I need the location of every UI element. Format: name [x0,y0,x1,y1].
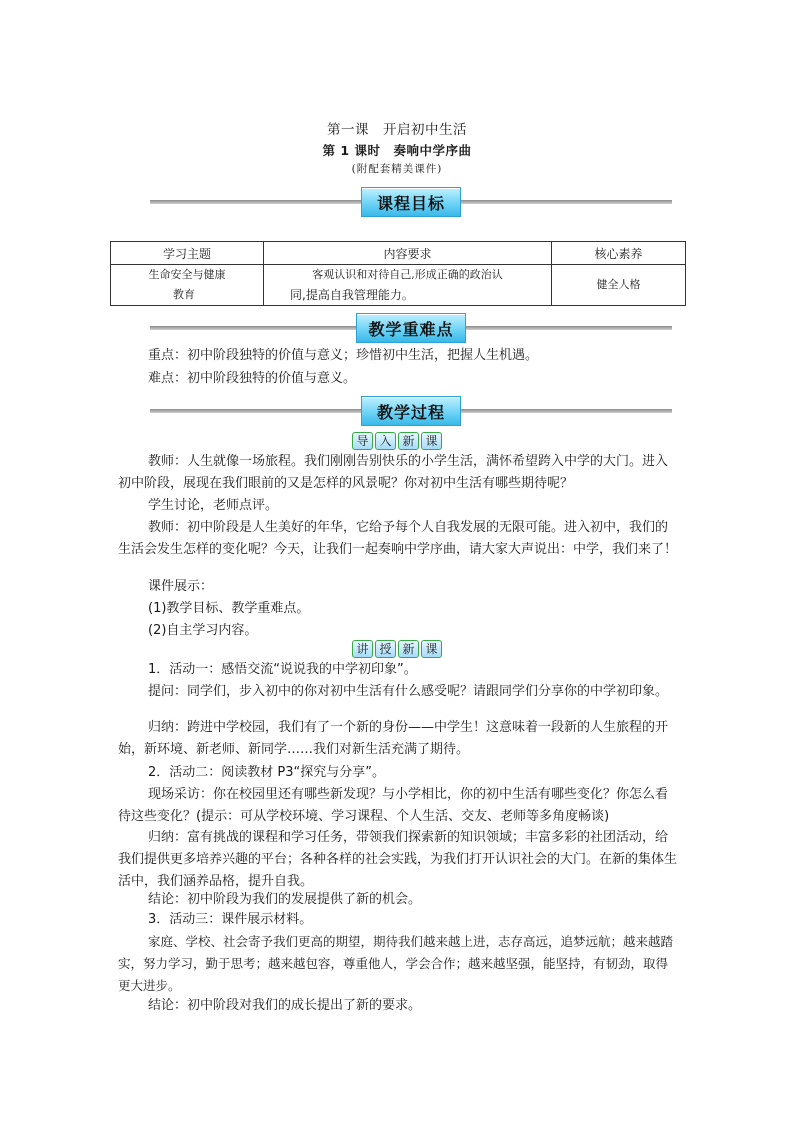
paragraph: 现场采访：你在校园里还有哪些新发现？与小学相比，你的初中生活有哪些变化？你怎么看待这些变化？(提示：可从学校环境、学习课程、个人生活、交友、老师等多角度畅谈) [118,787,669,824]
table-row [111,265,686,306]
table-header: 核心素养 [552,242,686,265]
tag-char: 授 [375,640,396,658]
paragraph: 课件展示： [148,579,214,594]
tag-char: 导 [352,432,373,450]
tag-intro [351,432,443,450]
content-line: 同,提高自我管理能力。 [290,288,414,302]
section-banner-keypoints [150,313,672,343]
activity-heading: 2．活动二：阅读教材 P3“探究与分享”。 [148,765,385,780]
paragraph: 归纳：跨进中学校园，我们有了一个新的身份——中学生！这意味着一段新的人生旅程的开始，新环境、新老师、新同学……我们对新生活充满了期待。 [118,720,669,757]
section-title-process: 教学过程 [361,396,461,426]
content-line: 客观认识和对待自己,形成正确的政治认 [312,268,503,281]
goal-table [110,241,686,306]
paragraph: 提问：同学们，步入初中的你对初中生活有什么感受呢？请跟同学们分享你的中学初印象。 [148,684,669,699]
section-title-goals: 课程目标 [361,187,461,217]
list-item: (1)教学目标、教学重难点。 [148,601,310,616]
tag-char: 课 [421,640,442,658]
section-banner-process [150,396,672,426]
conclusion: 结论：初中阶段对我们的成长提出了新的要求。 [148,998,422,1013]
section-banner-goals [150,187,672,217]
paragraph: 教师：人生就像一场旅程。我们刚刚告别快乐的小学生活，满怀希望跨入中学的大门。进入初中阶段，展现在我们眼前的又是怎样的风景呢？你对初中生活有哪些期待呢？ [118,454,669,491]
table-cell-theme [111,265,264,306]
table-header: 内容要求 [264,242,552,265]
important-point: 重点：初中阶段独特的价值与意义；珍惜初中生活，把握人生机遇。 [148,348,539,363]
period-title: 第 1 课时 奏响中学序曲 [322,143,472,158]
paragraph: 教师：初中阶段是人生美好的年华，它给予每个人自我发展的无限可能。进入初中，我们的生活会发生怎样的变化呢？今天，让我们一起奏响中学序曲，请大家大声说出：中学，我们来了！ [118,520,678,557]
activity-heading: 3．活动三：课件展示材料。 [148,912,313,927]
section-title-keypoints: 教学重难点 [356,313,466,343]
conclusion: 结论：初中阶段为我们的发展提供了新的机会。 [148,892,422,907]
table-cell-literacy: 健全人格 [552,265,686,306]
activity-heading: 1．活动一：感悟交流“说说我的中学初印象”。 [148,662,417,677]
courseware-note: (附配套精美课件) [351,163,443,175]
list-item: (2)自主学习内容。 [148,623,258,638]
table-header-row [111,242,686,265]
tag-char: 新 [398,640,419,658]
lesson-title: 第一课 开启初中生活 [327,122,467,138]
theme-line: 教育 [173,288,195,301]
tag-char: 入 [375,432,396,450]
tag-char: 讲 [352,640,373,658]
theme-line: 生命安全与健康 [148,268,226,281]
tag-teach [351,640,443,658]
tag-char: 新 [398,432,419,450]
material-text: 家庭、学校、社会寄予我们更高的期望，期待我们越来越上进，志存高远，追梦远航；越来越踏实，努力学习，勤于思考；越来越包容，尊重他人，学会合作；越来越坚强，能坚持，有韧劲，取得更大进步。 [118,934,674,993]
table-cell-content [264,265,552,306]
table-header: 学习主题 [111,242,264,265]
paragraph: 学生讨论，老师点评。 [148,498,279,513]
paragraph: 归纳：富有挑战的课程和学习任务，带领我们探索新的知识领域；丰富多彩的社团活动，给我们提供更多培养兴趣的平台；各种各样的社会实践，为我们打开认识社会的大门。在新的集体生活中，我们涵养品格，提升自我。 [118,830,678,889]
difficult-point: 难点：初中阶段独特的价值与意义。 [148,371,357,386]
tag-char: 课 [421,432,442,450]
